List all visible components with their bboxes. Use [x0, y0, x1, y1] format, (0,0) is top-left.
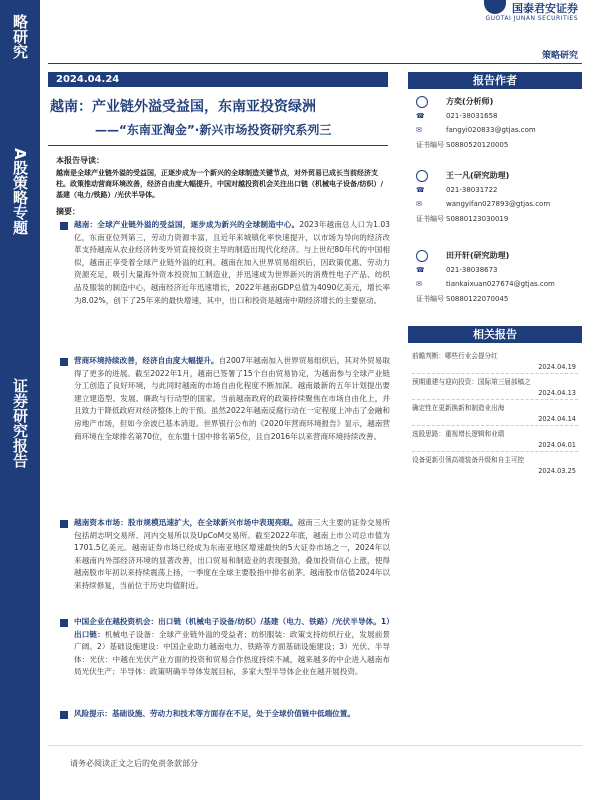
author-phone-row [416, 112, 498, 120]
related-item-date: 2024.04.14 [538, 415, 576, 423]
author-name: 方奕(分析师) [446, 97, 494, 106]
paragraph-body: 机械电子设备：全球产业链外溢的受益者；纺织服装：政策支持纺织行业，发展前景广阔。2）基础设施建设：中国企业助力越南电力、铁路等方面基础设施建设；3）光伏、半导体：光伏：中越在光伏产业方面的投资和贸易合作热度持续不减，越来越多的中企进入越南布局光伏生产；半导体：政策明确半导体发展目标，多家大型半导体企业在越开展投资。 [74, 629, 390, 677]
related-list [408, 350, 582, 475]
related-divider [412, 451, 578, 452]
email-icon: ✉ [416, 280, 422, 288]
bullet-marker [60, 619, 68, 627]
author-email-row [416, 126, 536, 134]
author-phone: 021-38031658 [446, 112, 498, 120]
related-item-date: 2024.03.25 [538, 467, 576, 475]
author-avatar-icon [416, 96, 428, 108]
header-divider [48, 63, 582, 64]
author-avatar-icon [416, 250, 428, 262]
email-icon: ✉ [416, 126, 422, 134]
email-icon: ✉ [416, 200, 422, 208]
cert-label: 证书编号 [416, 295, 444, 303]
author-email-row [416, 200, 550, 208]
paragraph-body: 越南三大主要的证券交易所包括胡志明交易所、河内交易所以及UpCoM交易所。截至2022年底，越南上市公司总市值为1701.5亿美元。越南证券市场已经成为东南亚地区增速最快的5大证券市场之一，2024年以来越南内外部经济环境的显著改善，出口贸易和制造业的表现强劲，叠加投资信心上涨，使得越南股市年初以来持续震荡上扬，一季度在全球主要股指中排名前茅。越南股市估值2024年以来持续修复，当前位于历史均值附近。 [74, 518, 390, 590]
author-avatar-icon [416, 170, 428, 182]
summary-paragraph [74, 708, 390, 721]
summary-paragraph [74, 355, 390, 443]
author-phone: 021-38038673 [446, 266, 498, 274]
paragraph-lead: 越南资本市场：股市规模迅速扩大，在全球新兴市场中表现亮眼。 [74, 518, 298, 527]
company-logo [484, 0, 578, 14]
author-phone-row [416, 186, 498, 194]
related-item-date: 2024.04.01 [538, 441, 576, 449]
sidebar-top-text: 略研究 [11, 14, 29, 59]
author-cert-row [416, 214, 508, 224]
guide-text: 越南是全球产业链外溢的受益国，正逐步成为一个新兴的全球制造关键节点，对外贸易已成长当前经济支柱。政策推动营商环境改善，经济自由度大幅提升，中国对越投资机会关注出口链（机械电子设备/纺织）/基建（电力/铁路）/光伏半导体。 [56, 169, 384, 199]
author-cert: S0880520120005 [446, 141, 509, 149]
footer-divider [48, 745, 582, 746]
author-phone-row [416, 266, 498, 274]
guide-heading: 本报告导读： [56, 156, 104, 165]
summary-paragraph [74, 219, 390, 307]
related-item-title[interactable]: 预期重建与迎向投资：国际第三届部稿之 [412, 378, 531, 386]
author-name: 田开轩(研究助理) [446, 251, 510, 260]
related-item-title[interactable]: 选股思路：重视增长逻辑和业绩 [412, 430, 505, 438]
author-cert-row [416, 140, 508, 150]
phone-icon: ☎ [416, 112, 425, 120]
related-item-date: 2024.04.13 [538, 389, 576, 397]
author-card [408, 250, 582, 310]
bullet-marker [60, 711, 68, 719]
category-tag: 策略研究 [541, 51, 578, 61]
bullet-marker [60, 520, 68, 528]
paragraph-lead: 越南：全球产业链外溢的受益国，逐步成为新兴的全球制造中心。 [74, 220, 300, 229]
related-divider [412, 425, 578, 426]
related-heading: 相关报告 [408, 326, 582, 343]
paragraph-lead: 中国企业在越投资机会：出口链（机械电子设备/纺织）/基建（电力、铁路）/光伏半导体。1）出口链： [74, 617, 390, 639]
author-email-row [416, 280, 555, 288]
author-email[interactable]: tiankaixuan027674@gtjas.com [446, 280, 555, 288]
report-title: 越南：产业链外溢受益国，东南亚投资绿洲 [50, 99, 316, 115]
paragraph-lead: 风险提示：基础设施、劳动力和技术等方面存在不足，处于全球价值链中低端位置。 [74, 709, 355, 718]
author-name: 王一凡(研究助理) [446, 171, 510, 180]
author-cert: S0880122070045 [446, 295, 509, 303]
logo-text: 国泰君安证券 [512, 2, 578, 15]
related-item-title[interactable]: 前瞻判断：哪些行业会提分红 [412, 352, 498, 360]
disclaimer-note: 请务必阅读正文之后的免责条款部分 [70, 759, 198, 768]
title-divider [48, 145, 388, 146]
related-divider [412, 373, 578, 374]
sidebar-bottom-text: 证券研究报告 [11, 378, 29, 468]
author-phone: 021-38031722 [446, 186, 498, 194]
author-card [408, 170, 582, 230]
authors-heading: 报告作者 [408, 72, 582, 89]
paragraph-body: 2023年越南总人口为1.03亿，东南亚位列第三，劳动力资源丰富，且近年来城镇化率快速提升，以市场为导向的经济改革支持越南从农业经济转变外贸直接投资主导的制造出现代化经济。与上世纪80年代的中国相似，越南正享受着全球产业链外溢的红利。越南在加入世界贸易组织后，因政策优惠、劳动力资源充足，吸引大量海外资本投资加工制造业，并迅速成为世界新兴的消费性电子产品、纺织品及服装的制造中心，越南经济近年迅速增长，2022年越南GDP总值为4090亿美元，增长率为8.02%，创下了25年来的最快增速，其中，出口和投资是越南中期经济增长的主要驱动。 [74, 220, 391, 305]
summary-paragraph [74, 616, 390, 679]
bullet-marker [60, 222, 68, 230]
related-divider [412, 399, 578, 400]
summary-heading: 摘要： [56, 207, 80, 216]
author-card [408, 96, 582, 156]
report-subtitle: ——“东南亚淘金”·新兴市场投资研究系列三 [95, 123, 332, 137]
author-cert-row [416, 294, 508, 304]
phone-icon: ☎ [416, 266, 425, 274]
logo-subtitle: GUOTAI JUNAN SECURITIES [485, 15, 578, 22]
paragraph-body: 自2007年越南加入世界贸易组织后，其对外贸易取得了更多的进展。截至2022年1月，越南已签署了15个自由贸易协定，为越南参与全球产业链分工创造了良好环境，与此同时越南的市场自由化程度不断加深。越南最新的五年计划提出要建立建造型、发展、廉政与行动型的国家。当前越南政府的政策持续聚焦在市场自由化上，并且致力于降低政府对经济整体上的干预。虽然2022年越南反腐行动在一定程度上冲击了金融和房地产市场，但如今余波已基本消退。世界银行公布的《2020年营商环境报告》显示，越南营商环境在全球排名第70位，在东盟十国中排名第5位，且自2016年以来营商环境持续改善。 [74, 356, 390, 441]
author-cert: S0880123030019 [446, 215, 509, 223]
report-date: 2024.04.24 [48, 72, 388, 87]
cert-label: 证书编号 [416, 141, 444, 149]
paragraph-lead: 营商环境持续改善，经济自由度大幅提升。 [74, 356, 219, 365]
phone-icon: ☎ [416, 186, 425, 194]
logo-mark-icon [484, 0, 506, 14]
author-email[interactable]: wangyifan027893@gtjas.com [446, 200, 551, 208]
cert-label: 证书编号 [416, 215, 444, 223]
related-item-date: 2024.04.19 [538, 363, 576, 371]
author-email[interactable]: fangyi020833@gtjas.com [446, 126, 536, 134]
related-item-title[interactable]: 确定性在更新换新和制造业出海 [412, 404, 505, 412]
sidebar-mid-text: A股策略专题 [11, 148, 29, 235]
related-item-title[interactable]: 设备更新引领高端装备升级和自主可控 [412, 456, 525, 464]
bullet-marker [60, 358, 68, 366]
summary-paragraph [74, 517, 390, 593]
